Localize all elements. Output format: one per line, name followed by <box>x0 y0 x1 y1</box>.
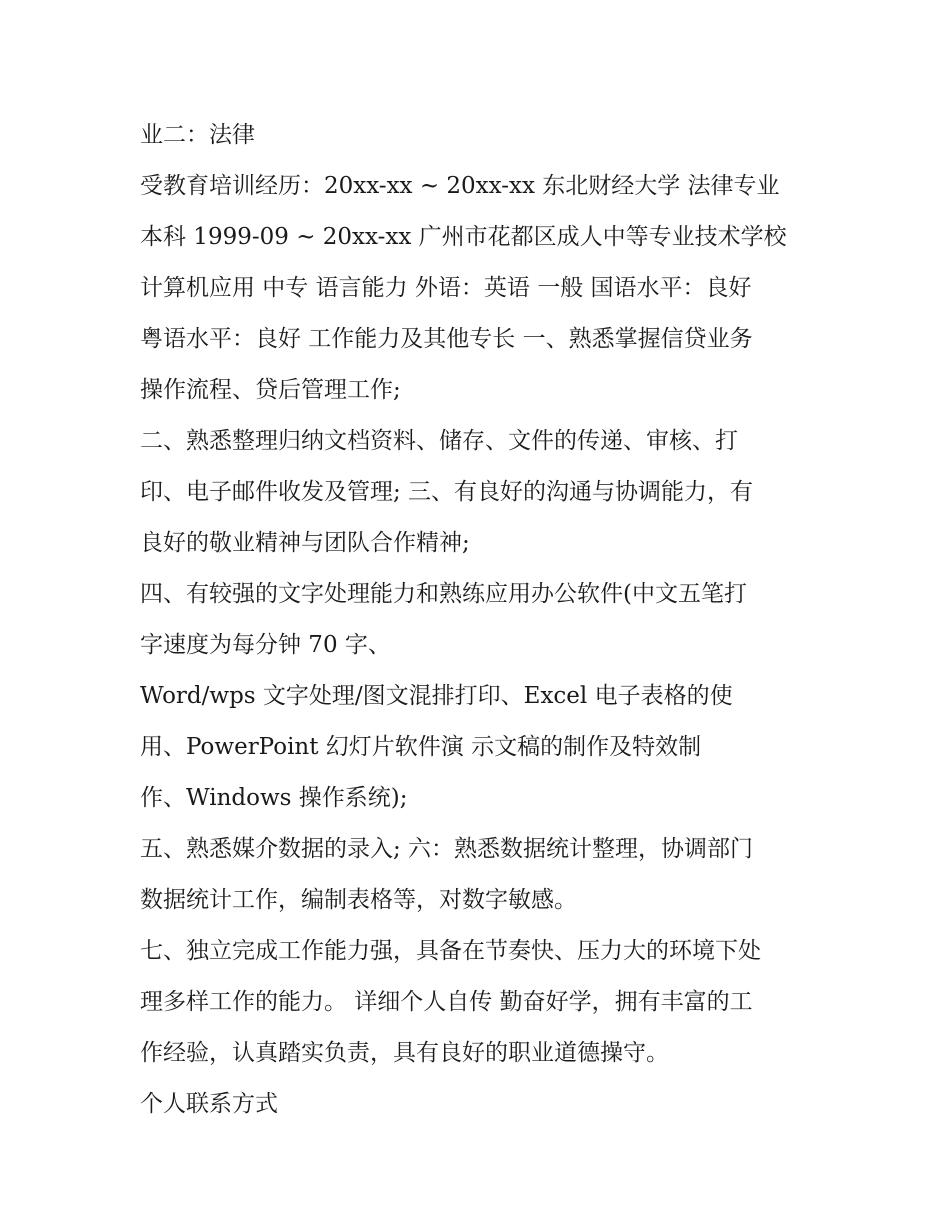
text-line: 业二：法律 <box>140 122 255 148</box>
text-line: 理多样工作的能力。 详细个人自传 勤奋好学，拥有丰富的工 <box>140 989 753 1015</box>
text-line: 良好的敬业精神与团队合作精神; <box>140 530 470 556</box>
text-line: 操作流程、贷后管理工作; <box>140 377 401 403</box>
text-line: 字速度为每分钟 70 字、 <box>140 632 391 658</box>
text-line: 粤语水平：良好 工作能力及其他专长 一、熟悉掌握信贷业务 <box>140 326 753 352</box>
text-line: 二、熟悉整理归纳文档资料、储存、文件的传递、审核、打 <box>140 428 738 454</box>
text-line: Word/wps 文字处理/图文混排打印、Excel 电子表格的使 <box>140 683 733 709</box>
text-line: 计算机应用 中专 语言能力 外语：英语 一般 国语水平：良好 <box>140 275 752 301</box>
section-heading: 个人联系方式 <box>140 1091 278 1117</box>
document-body <box>140 110 830 1130</box>
text-line: 作经验，认真踏实负责，具有良好的职业道德操守。 <box>140 1040 669 1066</box>
text-line: 作、Windows 操作系统); <box>140 785 408 811</box>
text-line: 本科 1999-09 ~ 20xx-xx 广州市花都区成人中等专业技术学校 <box>140 224 787 250</box>
text-line: 印、电子邮件收发及管理; 三、有良好的沟通与协调能力，有 <box>140 479 754 505</box>
text-line: 用、PowerPoint 幻灯片软件演 示文稿的制作及特效制 <box>140 734 702 760</box>
text-line: 七、独立完成工作能力强，具备在节奏快、压力大的环境下处 <box>140 938 761 964</box>
text-line: 四、有较强的文字处理能力和熟练应用办公软件(中文五笔打 <box>140 581 747 607</box>
text-line: 数据统计工作，编制表格等，对数字敏感。 <box>140 887 577 913</box>
text-line: 五、熟悉媒介数据的录入; 六：熟悉数据统计整理，协调部门 <box>140 836 754 862</box>
text-line: 受教育培训经历：20xx-xx ~ 20xx-xx 东北财经大学 法律专业 <box>140 173 780 199</box>
